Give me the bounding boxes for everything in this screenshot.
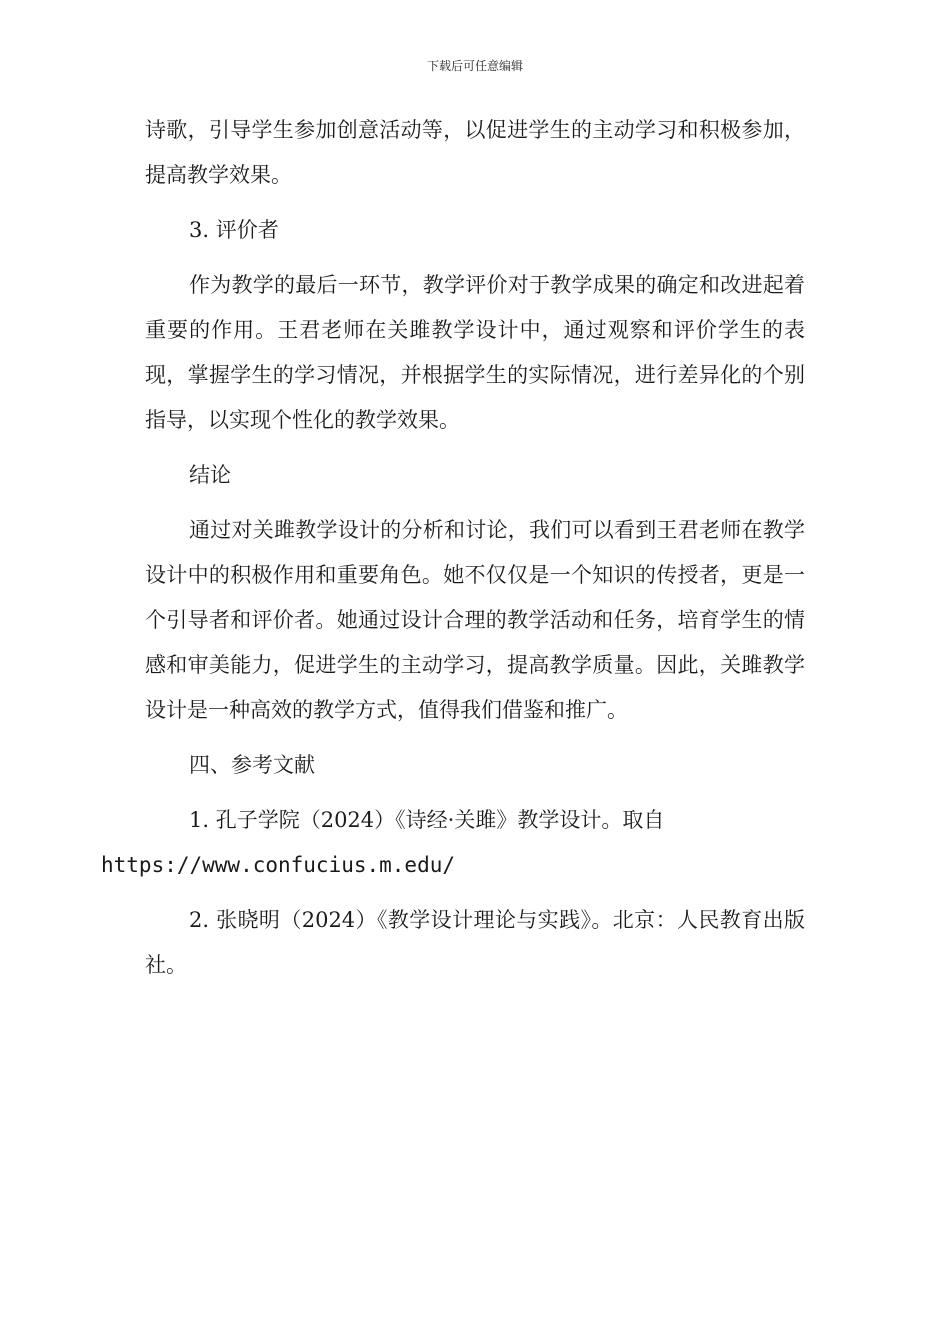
section-heading-conclusion: 结论	[189, 463, 231, 487]
section-heading-references: 四、参考文献	[189, 753, 315, 777]
section-heading-evaluator: 3. 评价者	[189, 218, 279, 242]
reference-1-text: 1. 孔子学院（2024）《诗经·关雎》教学设计。取自	[189, 808, 665, 832]
paragraph-conclusion: 通过对关雎教学设计的分析和讨论，我们可以看到王君老师在教学设计中的积极作用和重要角色。她不仅仅是一个知识的传授者，更是一个引导者和评价者。她通过设计合理的教学活动和任务，培育学生的情感和审美能力，促进学生的主动学习，提高教学质量。因此，关雎教学设计是一种高效的教学方式，值得我们借鉴和推广。	[145, 518, 805, 722]
document-body	[101, 108, 805, 998]
reference-item-1	[101, 798, 805, 888]
reference-item-2: 2. 张晓明（2024）《教学设计理论与实践》。北京：人民教育出版社。	[145, 908, 805, 977]
page-header: 下载后可任意编辑	[426, 59, 523, 73]
reference-1-url[interactable]: https://www.confucius.m.edu/	[101, 853, 456, 877]
paragraph-evaluation: 作为教学的最后一环节，教学评价对于教学成果的确定和改进起着重要的作用。王君老师在关雎教学设计中，通过观察和评价学生的表现，掌握学生的学习情况，并根据学生的实际情况，进行差异化的个别指导，以实现个性化的教学效果。	[145, 273, 805, 432]
paragraph-continuation: 诗歌，引导学生参加创意活动等，以促进学生的主动学习和积极参加，提高教学效果。	[145, 118, 805, 187]
